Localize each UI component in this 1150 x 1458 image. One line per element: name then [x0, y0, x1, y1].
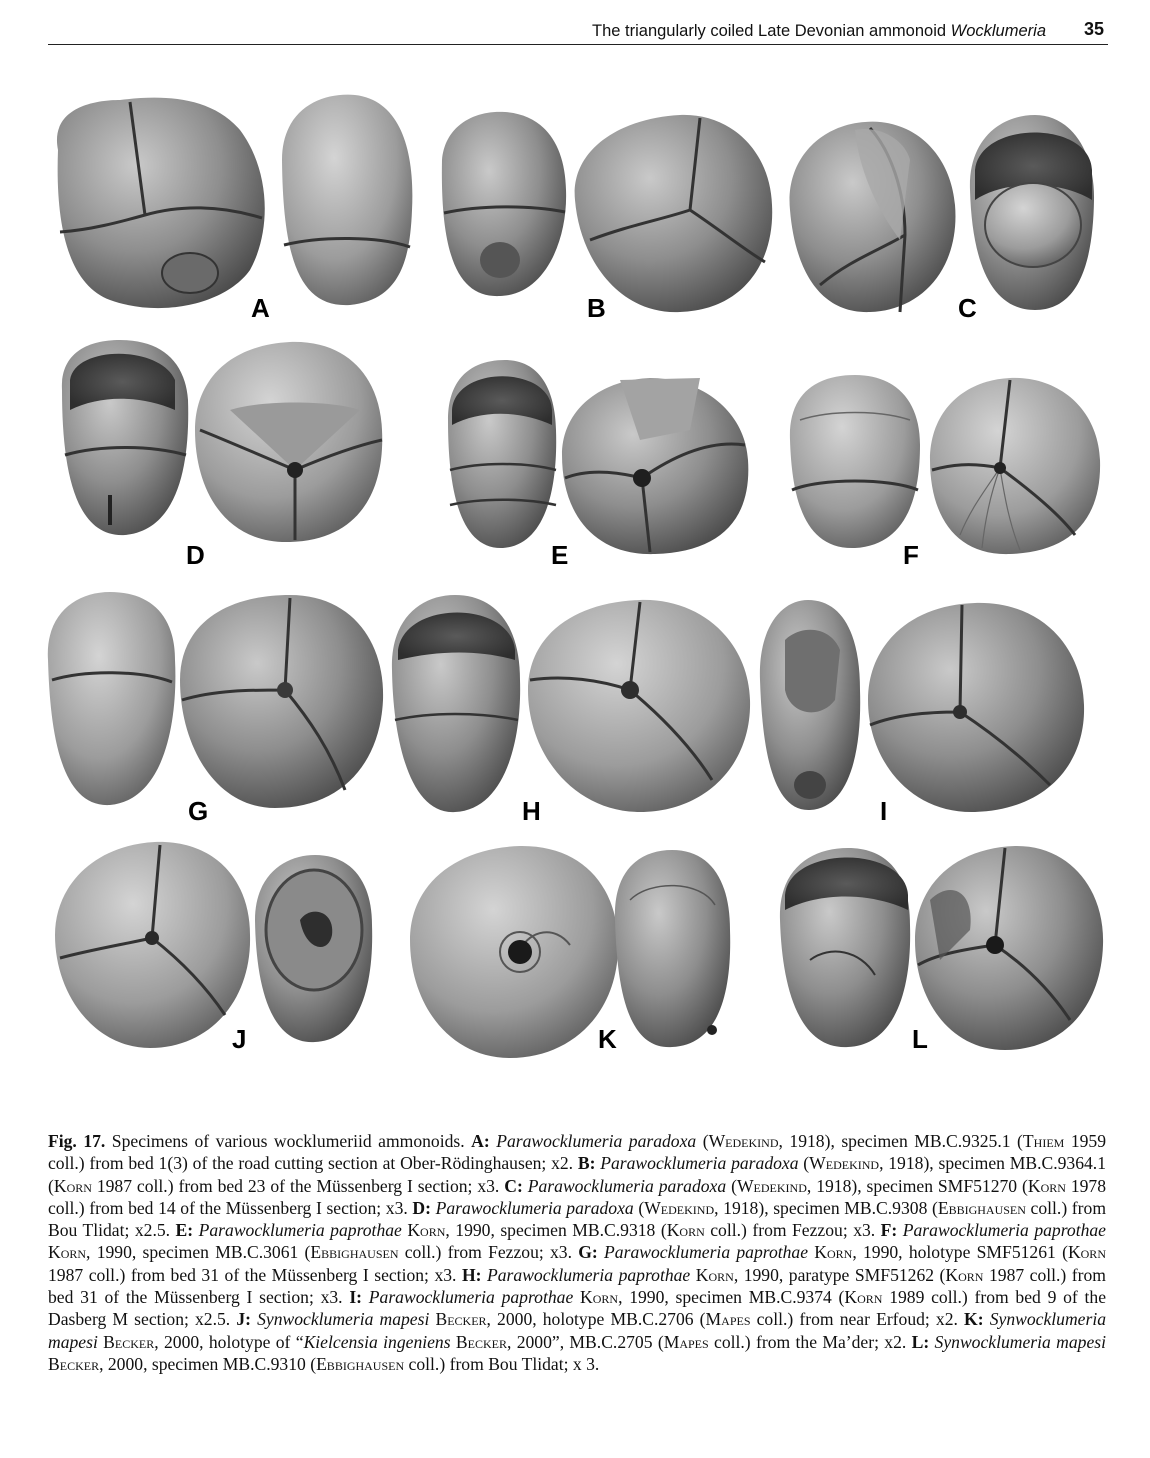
running-title-genus: Wocklumeria [950, 22, 1046, 40]
specimen-c-lateral [790, 122, 956, 312]
panel-label-d: D [186, 540, 205, 570]
specimen-j-lateral [55, 842, 250, 1048]
panel-label-b: B [587, 293, 606, 323]
specimen-k-lateral [410, 846, 618, 1058]
specimen-g-lateral [180, 595, 383, 808]
panel-label-c: C [958, 293, 977, 323]
caption-entry-b: B: Parawocklumeria paradoxa (Wedekind, 1918), specimen MB.C.9364.1 (Korn 1987 coll.) from bed 23 of the Müssenberg I section; x3. [48, 1153, 1106, 1196]
specimen-f-lateral [930, 378, 1100, 554]
page-number: 35 [1083, 19, 1104, 39]
caption-entry-e: E: Parawocklumeria paprothae Korn, 1990, specimen MB.C.9318 (Korn coll.) from Fezzou; x3. [175, 1220, 881, 1241]
panel-label-l: L [912, 1024, 928, 1054]
panel-label-k: K [598, 1024, 617, 1054]
panel-label-e: E [551, 540, 569, 570]
specimen-b-lateral [575, 115, 773, 312]
caption-fig-label: Fig. 17. [48, 1131, 106, 1151]
specimen-d-lateral [195, 342, 382, 542]
specimen-b-ventral [442, 112, 566, 296]
caption-entry-h: H: Parawocklumeria paprothae Korn, 1990, paratype SMF51262 (Korn 1987 coll.) from bed 31 of the Müssenberg I section; x3. [48, 1264, 1106, 1308]
panel-label-h: H [522, 796, 541, 826]
specimen-i-ventral [760, 600, 860, 810]
caption-intro: Specimens of various wocklumeriid ammonoids. [105, 1131, 472, 1151]
caption-entry-l: L: Synwocklumeria mapesi Becker, 2000, specimen MB.C.9310 (Ebbighausen coll.) from Bou Tlidat; x 3. [48, 1331, 1106, 1374]
specimen-c-ventral [970, 115, 1094, 310]
panel-label-i: I [880, 796, 888, 826]
caption-entry-d: D: Parawocklumeria paradoxa (Wedekind, 1918), specimen MB.C.9308 (Ebbighausen coll.) from Bou Tlidat; x2.5. [48, 1197, 1107, 1241]
specimen-h-ventral [392, 595, 520, 812]
specimen-l-ventral [780, 848, 910, 1047]
specimen-l-lateral [915, 846, 1103, 1050]
specimen-e-lateral [562, 378, 748, 554]
specimen-a-ventral [282, 95, 412, 305]
caption-entry-k: K: Synwocklumeria mapesi Becker, 2000, holotype of “Kielcensia ingeniens Becker, 2000”, MB.C.2705 (Mapes coll.) from the Ma’der; x2. [48, 1309, 1107, 1352]
caption-entry-g: G: Parawocklumeria paprothae Korn, 1990, holotype SMF51261 (Korn 1987 coll.) from bed 31 of the Müssenberg I section; x3. [48, 1242, 1106, 1285]
caption-entry-c: C: Parawocklumeria paradoxa (Wedekind, 1918), specimen SMF51270 (Korn 1978 coll.) from bed 14 of the Müssenberg I section; x3. [48, 1175, 1107, 1218]
specimen-j-ventral [255, 855, 372, 1042]
panel-label-f: F [903, 540, 919, 570]
specimen-i-lateral [868, 603, 1084, 812]
caption-entry-i: I: Parawocklumeria paprothae Korn, 1990, specimen MB.C.9374 (Korn 1989 coll.) from bed 9 of the Dasberg M section; x2.5. [48, 1287, 1106, 1330]
caption-entry-f: F: Parawocklumeria paprothae Korn, 1990, specimen MB.C.3061 (Ebbighausen coll.) from Fezzou; x3. [48, 1220, 1106, 1263]
caption-entry-a: A: Parawocklumeria paradoxa (Wedekind, 1918), specimen MB.C.9325.1 (Thiem 1959 coll.) from bed 1(3) of the road cutting section at Ober-Rödinghausen; x2. [48, 1131, 1107, 1174]
specimen-k-ventral [615, 850, 730, 1047]
specimen-g-ventral [48, 592, 176, 805]
panel-label-j: J [232, 1024, 247, 1054]
specimen-f-ventral [790, 375, 920, 548]
specimen-h-lateral [528, 600, 750, 812]
specimen-a-lateral [57, 98, 265, 308]
specimen-e-ventral [448, 360, 556, 548]
running-title: The triangularly coiled Late Devonian ammonoid Wocklumeria [592, 22, 1046, 40]
panel-label-a: A [251, 293, 270, 323]
specimen-d-ventral [62, 340, 188, 535]
panel-label-g: G [188, 796, 209, 826]
caption-entry-j: J: Synwocklumeria mapesi Becker, 2000, holotype MB.C.2706 (Mapes coll.) from near Erfoud; x2. [236, 1309, 965, 1330]
figure-caption [48, 1130, 1106, 1375]
